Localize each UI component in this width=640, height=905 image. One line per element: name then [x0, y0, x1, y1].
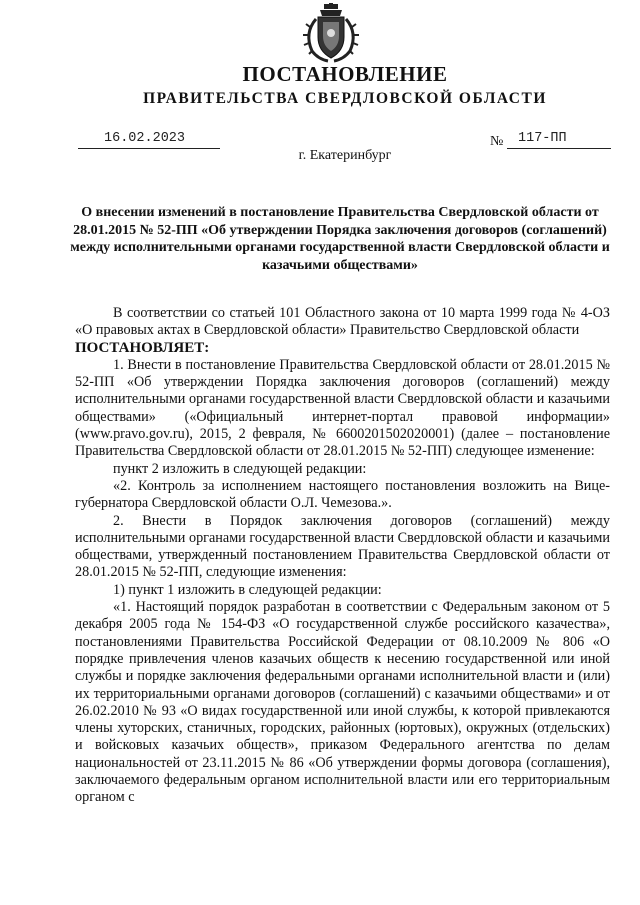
paragraph-2: пункт 2 изложить в следующей редакции: — [113, 460, 367, 477]
document-title: ПОСТАНОВЛЕНИЕ — [242, 62, 448, 86]
paragraph-4: 2. Внести в Порядок заключения договоров (соглашений) между исполнительными органами государственной власти Свердловской области и казачьими обществами, утвержденный постановлением Правительства Свердловской области от 28.01.2015 № 52-ПП, следующие изменения: — [75, 512, 610, 581]
paragraph-3: «2. Контроль за исполнением настоящего постановления возложить на Вице-губернатора Свердловской области О.Л. Чемезова.». — [75, 477, 610, 512]
city: г. Екатеринбург — [298, 148, 392, 163]
document-body — [75, 305, 610, 807]
document-date: 16.02.2023 — [104, 131, 186, 146]
document-heading: О внесении изменений в постановление Правительства Свердловской области от 28.01.2015 № 52-ПП «Об утверждении Порядка заключения договоров (соглашений) между исполнительными органами государственной власти Свердловской области и казачьими обществами» — [70, 205, 610, 273]
decree-word: ПОСТАНОВЛЯЕТ: — [75, 339, 210, 356]
document-number: 117-ПП — [518, 131, 567, 146]
intro-paragraph: В соответствии со статьей 101 Областного закона от 10 марта 1999 года № 4-ОЗ «О правовых актах в Свердловской области» Правительство Свердловской области — [75, 305, 610, 339]
number-sign: № — [490, 134, 504, 149]
paragraph-5: 1) пункт 1 изложить в следующей редакции: — [113, 581, 382, 598]
paragraph-1: 1. Внести в постановление Правительства Свердловской области от 28.01.2015 № 52-ПП «Об утверждении Порядка заключения договоров (соглашений) между исполнительными органами государственной власти Свердловской области и казачьими обществами» («Официальный интернет-портал правовой информации» (www.pravo.gov.ru), 2015, 2 февраля, № 6600201502020001) (далее – постановление Правительства Свердловской области от 28.01.2015 № 52-ПП) следующее изменение: — [75, 356, 610, 460]
document-subtitle: ПРАВИТЕЛЬСТВА СВЕРДЛОВСКОЙ ОБЛАСТИ — [143, 90, 547, 107]
coat-of-arms-icon — [300, 3, 362, 63]
paragraph-6: «1. Настоящий порядок разработан в соответствии с Федеральным законом от 5 декабря 2005 года № 154-ФЗ «О государственной службе российского казачества», постановлениями Правительства Российской Федерации от 08.10.2009 № 806 «О порядке привлечения членов казачьих обществ к несению государственной или иной службы и порядке заключения федеральными органами исполнительной власти и (или) их территориальными органами договоров (соглашений) с казачьими обществами» и от 26.02.2010 № 93 «О видах государственной или иной службы, к которой привлекаются члены хуторских, станичных, городских, районных (юртовых), окружных (отдельских) и войсковых казачьих обществ», приказом Федерального агентства по делам национальностей от 23.11.2015 № 86 «Об утверждении формы договора (соглашения), заключаемого федеральным органом исполнительной власти или его территориальным органом с — [75, 599, 610, 806]
